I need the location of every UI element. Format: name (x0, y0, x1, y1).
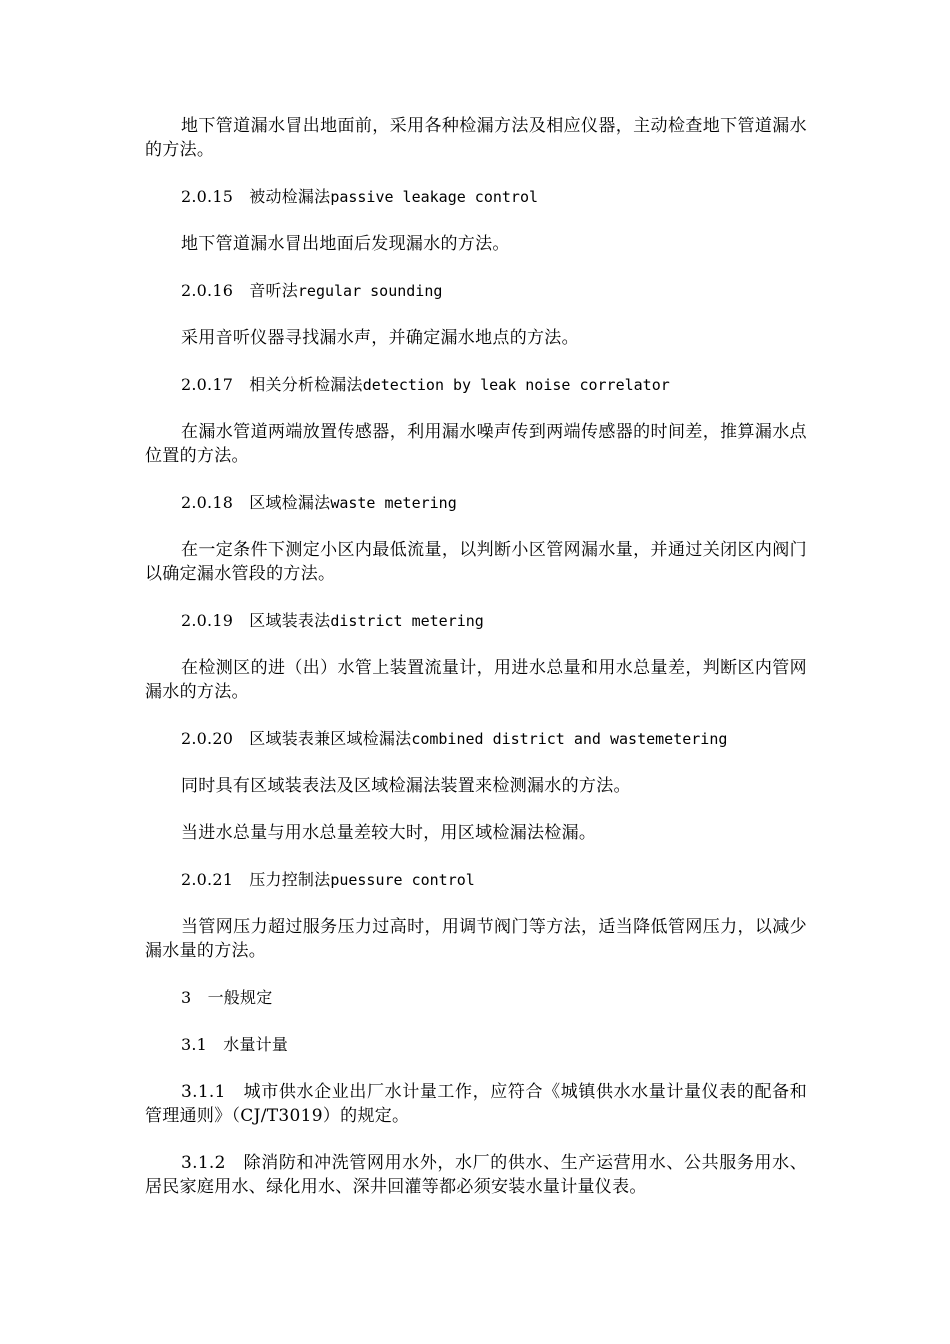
term-number: 2.0.19 (181, 611, 234, 630)
paragraph-definition: 在一定条件下测定小区内最低流量，以判断小区管网漏水量，并通过关闭区内阀门以确定漏水管段的方法。 (145, 540, 807, 584)
term-number: 2.0.15 (181, 187, 234, 206)
term-chinese: 压力控制法 (249, 870, 331, 889)
term-chinese: 相关分析检漏法 (249, 375, 363, 394)
term-english: waste metering (330, 494, 457, 512)
term-heading-2-0-19 (145, 609, 807, 633)
term-english: passive leakage control (330, 188, 539, 206)
term-number: 2.0.16 (181, 281, 234, 300)
term-heading-2-0-15 (145, 185, 807, 209)
section-title: 一般规定 (207, 988, 273, 1007)
section-title: 水量计量 (223, 1035, 289, 1054)
paragraph-definition: 当进水总量与用水总量差较大时，用区域检漏法检漏。 (181, 823, 597, 843)
paragraph-definition: 地下管道漏水冒出地面后发现漏水的方法。 (181, 234, 510, 254)
paragraph-definition: 在检测区的进（出）水管上装置流量计，用进水总量和用水总量差，判断区内管网漏水的方法。 (145, 658, 807, 702)
term-english: puessure control (330, 871, 475, 889)
clause-3-1-1: 3.1.1 城市供水企业出厂水计量工作，应符合《城镇供水水量计量仪表的配备和管理通则》（CJ/T3019）的规定。 (145, 1082, 807, 1126)
term-chinese: 区域检漏法 (249, 493, 331, 512)
section-number: 3 (181, 988, 192, 1007)
term-english: combined district and wastemetering (411, 730, 728, 748)
paragraph-definition: 在漏水管道两端放置传感器，利用漏水噪声传到两端传感器的时间差，推算漏水点位置的方法。 (145, 422, 807, 466)
term-chinese: 被动检漏法 (249, 187, 331, 206)
term-chinese: 区域装表法 (249, 611, 331, 630)
term-heading-2-0-16 (145, 279, 807, 303)
term-heading-2-0-21 (145, 868, 807, 892)
paragraph-active-leakage-definition: 地下管道漏水冒出地面前，采用各种检漏方法及相应仪器，主动检查地下管道漏水的方法。 (145, 116, 807, 160)
term-number: 2.0.18 (181, 493, 234, 512)
term-english: district metering (330, 612, 484, 630)
term-number: 2.0.21 (181, 870, 234, 889)
term-english: regular sounding (297, 282, 443, 300)
paragraph-definition: 同时具有区域装表法及区域检漏法装置来检测漏水的方法。 (181, 776, 631, 796)
term-chinese: 音听法 (249, 281, 298, 300)
section-heading-3 (145, 986, 807, 1010)
clause-3-1-2: 3.1.2 除消防和冲洗管网用水外，水厂的供水、生产运营用水、公共服务用水、居民家庭用水、绿化用水、深井回灌等都必须安装水量计量仪表。 (145, 1153, 807, 1197)
term-number: 2.0.17 (181, 375, 234, 394)
section-number: 3.1 (181, 1035, 208, 1054)
term-english: detection by leak noise correlator (362, 376, 670, 394)
document-body (145, 114, 807, 1199)
term-number: 2.0.20 (181, 729, 234, 748)
term-heading-2-0-20 (145, 727, 807, 751)
section-heading-3-1 (145, 1033, 807, 1057)
term-heading-2-0-18 (145, 491, 807, 515)
term-heading-2-0-17 (145, 373, 807, 397)
term-chinese: 区域装表兼区域检漏法 (249, 729, 412, 748)
paragraph-definition: 当管网压力超过服务压力过高时，用调节阀门等方法，适当降低管网压力，以减少漏水量的方法。 (145, 917, 807, 961)
paragraph-definition: 采用音听仪器寻找漏水声，并确定漏水地点的方法。 (181, 328, 579, 348)
